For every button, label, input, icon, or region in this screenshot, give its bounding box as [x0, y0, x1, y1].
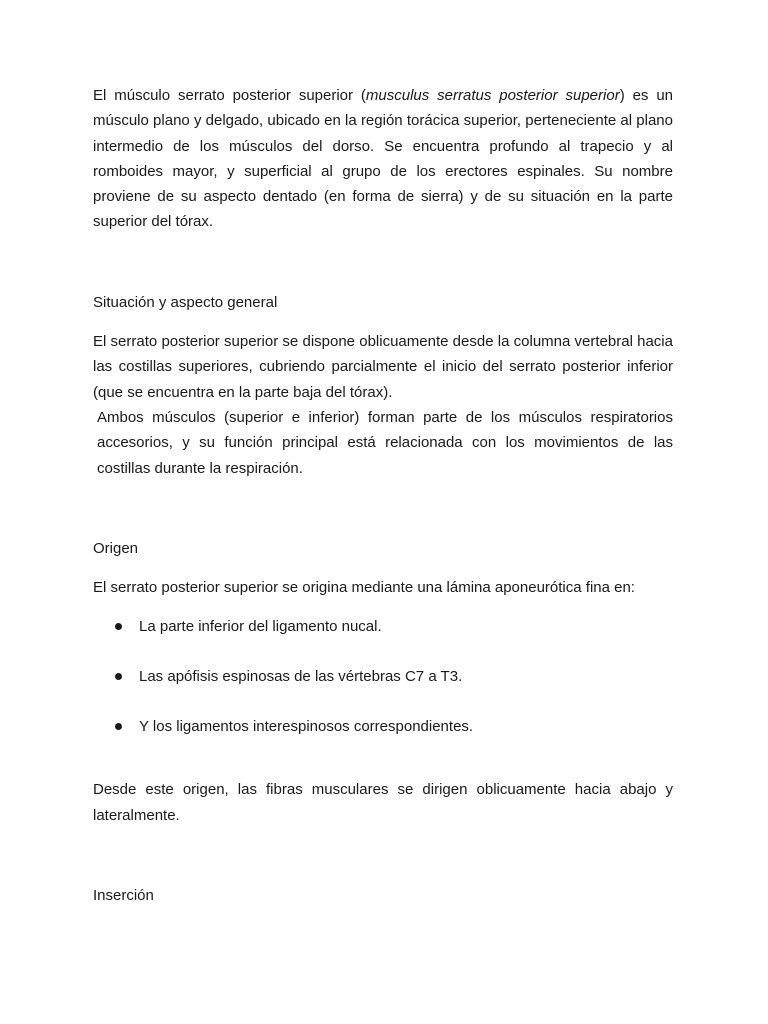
heading-origen: Origen [93, 539, 139, 557]
spacer [93, 739, 673, 777]
intro-paragraph [93, 83, 673, 235]
spacer [93, 235, 673, 290]
bullet-icon [115, 673, 122, 680]
list-item-text: Las apófisis espinosas de las vértebras C7 a T3. [139, 668, 463, 686]
intro-text-start: El músculo serrato posterior superior ( [93, 87, 366, 104]
spacer [93, 600, 673, 614]
list-item [93, 714, 673, 739]
bullet-icon [115, 623, 122, 630]
list-item [93, 614, 673, 639]
origen-closing: Desde este origen, las fibras musculares se dirigen oblicuamente hacia abajo y lateralmente. [93, 781, 673, 824]
list-item-text: La parte inferior del ligamento nucal. [139, 618, 382, 636]
spacer [93, 315, 673, 329]
intro-text-end: ) es un músculo plano y delgado, ubicado en la región torácica superior, perteneciente al plano intermedio de los músculos del dorso. Se encuentra profundo al trapecio y al romboides mayor, y superficial al grupo de los erectores espinales. Su nombre proviene de su aspecto dentado (en forma de sierra) y de su situación en la parte superior del tórax. [93, 87, 674, 231]
list-item-text: Y los ligamentos interespinosos correspondientes. [139, 718, 474, 736]
latin-term: musculus serratus posterior superior [365, 87, 620, 104]
situacion-paragraph-1: El serrato posterior superior se dispone oblicuamente desde la columna vertebral hacia las costillas superiores, cubriendo parcialmente el inicio del serrato posterior inferior (que se encuentra en la parte baja del tórax). [93, 333, 673, 401]
origen-lead: El serrato posterior superior se origina mediante una lámina aponeurótica fina en: [93, 579, 635, 597]
heading-situacion: Situación y aspecto general [93, 293, 278, 311]
heading-insercion: Inserción [93, 887, 154, 905]
bullet-icon [115, 723, 122, 730]
spacer [93, 561, 673, 575]
spacer [93, 481, 673, 536]
origen-bullet-list [93, 614, 673, 739]
spacer [93, 828, 673, 883]
list-item [93, 664, 673, 689]
document-page [93, 83, 673, 908]
situacion-paragraph-2: Ambos músculos (superior e inferior) forman parte de los músculos respiratorios accesorios, y su función principal está relacionada con los movimientos de las costillas durante la respiración. [97, 408, 673, 477]
